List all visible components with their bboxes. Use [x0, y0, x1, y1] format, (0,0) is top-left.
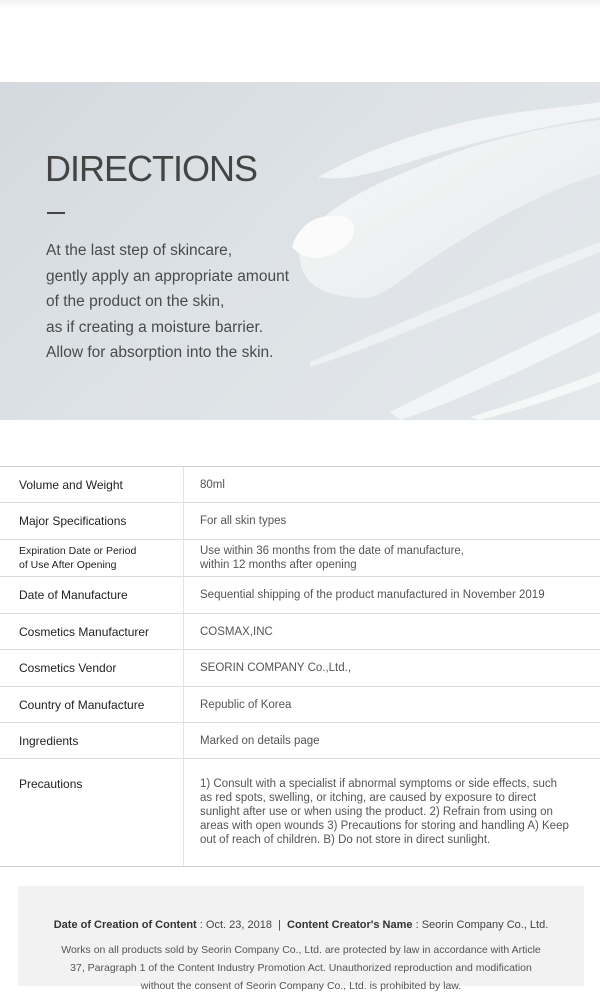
copyright-notice	[18, 886, 584, 992]
table-row	[0, 759, 600, 867]
table-row	[0, 723, 600, 759]
separator: |	[278, 919, 281, 931]
row-label: Volume and Weight	[0, 467, 184, 502]
directions-banner	[0, 82, 600, 420]
table-row	[0, 577, 600, 614]
directions-line: At the last step of skincare,	[46, 242, 233, 259]
row-value: 80ml	[200, 478, 225, 491]
creator-label: Content Creator's Name	[287, 919, 413, 931]
date-label: Date of Creation of Content	[53, 919, 197, 931]
table-row	[0, 503, 600, 540]
row-label: Expiration Date or Period of Use After Opening	[0, 540, 184, 576]
title-underline	[47, 212, 65, 214]
directions-title: DIRECTIONS	[45, 148, 258, 189]
directions-line: as if creating a moisture barrier.	[46, 318, 264, 336]
row-value: Sequential shipping of the product manufactured in November 2019	[200, 589, 545, 601]
row-label: Cosmetics Vendor	[0, 650, 184, 686]
directions-line: of the product on the skin,	[46, 293, 225, 310]
product-info-table	[0, 466, 600, 867]
directions-line: gently apply an appropriate amount	[46, 267, 289, 285]
directions-text	[46, 238, 306, 366]
row-value: Republic of Korea	[200, 698, 292, 711]
notice-header: Date of Creation of Content : Oct. 23, 2018 | Content Creator's Name : Seorin Company Co., Ltd.	[53, 919, 549, 931]
row-value: COSMAX,INC	[200, 625, 273, 638]
table-row	[0, 540, 600, 577]
row-value: 1) Consult with a specialist if abnormal symptoms or side effects, such as red spots, swelling, or itching, are caused by exposure to direct sunlight after use or when using the product. 2) Refrain from using on areas with open wounds 3) Precautions for storing and handling A) Keep out of reach of children. B) Do not store in direct sunlight.	[200, 778, 569, 846]
row-label: Country of Manufacture	[0, 687, 184, 722]
row-value: SEORIN COMPANY Co.,Ltd.,	[200, 662, 352, 674]
row-label: Ingredients	[0, 723, 184, 758]
table-row	[0, 467, 600, 503]
row-label: Cosmetics Manufacturer	[0, 614, 184, 649]
date-value: Oct. 23, 2018	[205, 919, 272, 931]
top-divider	[0, 0, 600, 8]
table-row	[0, 650, 600, 687]
row-value: Use within 36 months from the date of manufacture, within 12 months after opening	[200, 545, 464, 571]
table-row	[0, 614, 600, 650]
creator-value: Seorin Company Co., Ltd.	[421, 919, 549, 931]
row-value: Marked on details page	[200, 734, 320, 747]
row-label: Major Specifications	[0, 503, 184, 539]
row-label: Date of Manufacture	[0, 577, 184, 613]
row-label: Precautions	[0, 759, 184, 866]
notice-body: Works on all products sold by Seorin Company Co., Ltd. are protected by law in accordance with Article 37, Paragraph 1 of the Content Industry Promotion Act. Unauthorized reproduction and modification without the consent of Seorin Company Co., Ltd. is prohibited by law.	[61, 944, 541, 992]
table-row	[0, 687, 600, 723]
row-value: For all skin types	[200, 515, 287, 527]
directions-line: Allow for absorption into the skin.	[46, 344, 274, 361]
